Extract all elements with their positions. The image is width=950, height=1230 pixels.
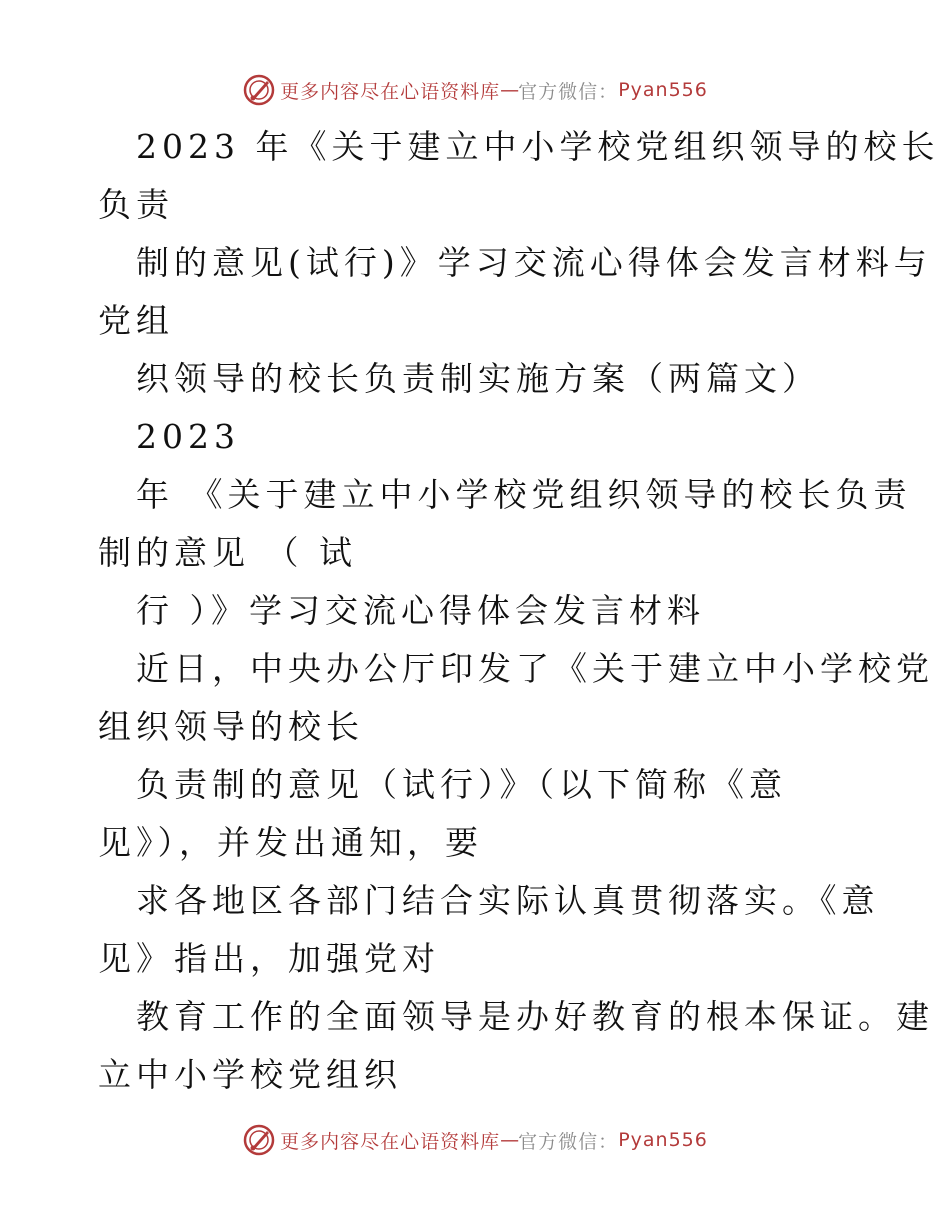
watermark-wechat-label: 官方微信： <box>518 80 619 103</box>
text-line: 见》指出，加强党对 <box>98 939 440 978</box>
header-watermark <box>0 70 950 110</box>
watermark-site-text: 更多内容尽在心语资料库 <box>280 1130 501 1153</box>
watermark-site-text: 更多内容尽在心语资料库 <box>280 80 501 103</box>
quill-logo-icon <box>242 1123 276 1157</box>
text-line: 组织领导的校长 <box>98 707 364 746</box>
text-line: 行 ）》学习交流心得体会发言材料 <box>136 591 705 630</box>
watermark-dash: — <box>500 1129 519 1151</box>
document-body <box>98 118 940 1104</box>
text-line: 织领导的校长负责制实施方案（两篇文） <box>136 359 820 398</box>
text-line: 2023 年《关于建立中小学校党组织领导的校长 <box>136 127 940 166</box>
text-line: 党组 <box>98 301 174 340</box>
text-line: 负责 <box>98 185 174 224</box>
watermark-wechat-id: Pyan556 <box>618 79 708 101</box>
text-line: 负责制的意见（试行）》（以下简称《意 <box>136 765 787 804</box>
text-line: 2023 <box>136 417 240 456</box>
quill-logo-icon <box>242 73 276 107</box>
watermark-wechat-id: Pyan556 <box>618 1129 708 1151</box>
text-line: 教育工作的全面领导是办好教育的根本保证。建 <box>136 997 934 1036</box>
text-line: 年 《关于建立中小学校党组织领导的校长负责 <box>136 475 912 514</box>
text-line: 制的意见(试行)》学习交流心得体会发言材料与 <box>136 243 932 282</box>
watermark-wechat-label: 官方微信： <box>518 1130 619 1153</box>
footer-watermark <box>0 1120 950 1160</box>
text-line: 制的意见 （ 试 <box>98 533 357 572</box>
text-line: 近日，中央办公厅印发了《关于建立中小学校党 <box>136 649 934 688</box>
text-line: 见》），并发出通知，要 <box>98 823 483 862</box>
text-line: 求各地区各部门结合实际认真贯彻落实。《意 <box>136 881 880 920</box>
watermark-dash: — <box>500 79 519 101</box>
text-line: 立中小学校党组织 <box>98 1055 402 1094</box>
